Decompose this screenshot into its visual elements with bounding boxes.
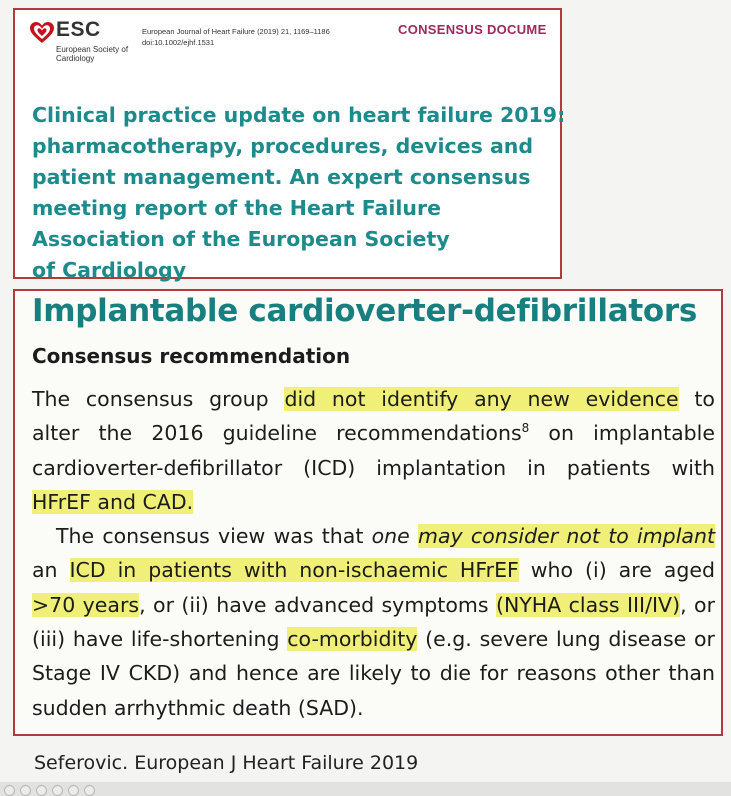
- section-subtitle: Consensus recommendation: [32, 344, 351, 368]
- paper-title-line: meeting report of the Heart Failure: [32, 196, 442, 220]
- esc-logo: [29, 18, 129, 68]
- slides-grid-icon[interactable]: [52, 785, 63, 796]
- body-line: [32, 588, 715, 622]
- paper-title-line: Association of the European Society: [32, 227, 450, 251]
- paper-title-line: patient management. An expert consensus: [32, 165, 531, 189]
- body-line: [32, 622, 715, 656]
- text-run: The consensus view was that: [56, 524, 372, 549]
- text-run: [410, 524, 418, 548]
- presentation-control-bar: [0, 782, 731, 796]
- highlighted-text: may consider not to implant: [418, 524, 715, 549]
- body-line: [32, 416, 715, 450]
- text-run: alter the 2016 guideline recommendations: [32, 421, 522, 446]
- recommendation-panel: [13, 289, 723, 736]
- reference-superscript: 8: [521, 421, 530, 436]
- zoom-icon[interactable]: [68, 785, 79, 796]
- journal-citation-line: European Journal of Heart Failure (2019) 21, 1169–1186: [142, 27, 330, 36]
- next-slide-icon[interactable]: [20, 785, 31, 796]
- highlighted-text: HFrEF and CAD.: [32, 489, 194, 514]
- article-header-panel: [13, 8, 566, 282]
- previous-slide-icon[interactable]: [4, 785, 15, 796]
- journal-reference: [142, 26, 330, 48]
- pen-tool-icon[interactable]: [36, 785, 47, 796]
- paper-title-line: of Cardiology: [32, 258, 187, 282]
- text-run: , or (ii) have advanced symptoms: [139, 592, 496, 617]
- text-run: , or: [680, 592, 715, 617]
- body-line: [32, 553, 715, 587]
- body-line: [32, 485, 715, 519]
- body-line: [32, 519, 715, 553]
- highlighted-text: did not identify any new evidence: [284, 387, 679, 411]
- paper-title-line: pharmacotherapy, procedures, devices and: [32, 134, 534, 158]
- body-line: sudden arrhythmic death (SAD).: [32, 695, 364, 720]
- paper-title: [32, 100, 566, 286]
- slide-citation: Seferovic. European J Heart Failure 2019: [34, 752, 419, 774]
- body-line: [32, 382, 715, 416]
- more-options-icon[interactable]: [84, 785, 95, 796]
- recommendation-body: [32, 382, 715, 725]
- journal-doi-line: doi:10.1002/ejhf.1531: [142, 38, 215, 47]
- heart-logo-icon: [29, 20, 55, 46]
- text-run: (iii) have life-shortening: [32, 627, 288, 652]
- body-line: Stage IV CKD) and hence are likely to die for reasons other than: [32, 661, 715, 686]
- highlighted-text: (NYHA class III/IV): [495, 592, 681, 617]
- text-run: The consensus group: [32, 387, 285, 411]
- text-run: on implantable: [529, 421, 715, 446]
- body-line: cardioverter-defibrillator (ICD) implantation in patients with: [32, 455, 715, 480]
- esc-logo-text: ESC: [56, 18, 101, 41]
- highlighted-text: >70 years: [32, 592, 140, 617]
- text-run: who (i) are aged: [518, 558, 715, 583]
- italic-text: one: [371, 524, 410, 549]
- paper-title-line: Clinical practice update on heart failure 2019:: [32, 103, 566, 127]
- text-run: an: [32, 558, 70, 583]
- esc-logo-subtitle: European Society of Cardiology: [56, 45, 129, 63]
- text-run: to: [678, 387, 715, 411]
- document-type-tag: CONSENSUS DOCUME: [398, 22, 547, 37]
- text-run: (e.g. severe lung disease or: [417, 627, 715, 652]
- highlighted-text: ICD in patients with non-ischaemic HFrEF: [69, 558, 519, 583]
- highlighted-text: co-morbidity: [287, 627, 418, 652]
- section-title: Implantable cardioverter-defibrillators: [32, 293, 697, 329]
